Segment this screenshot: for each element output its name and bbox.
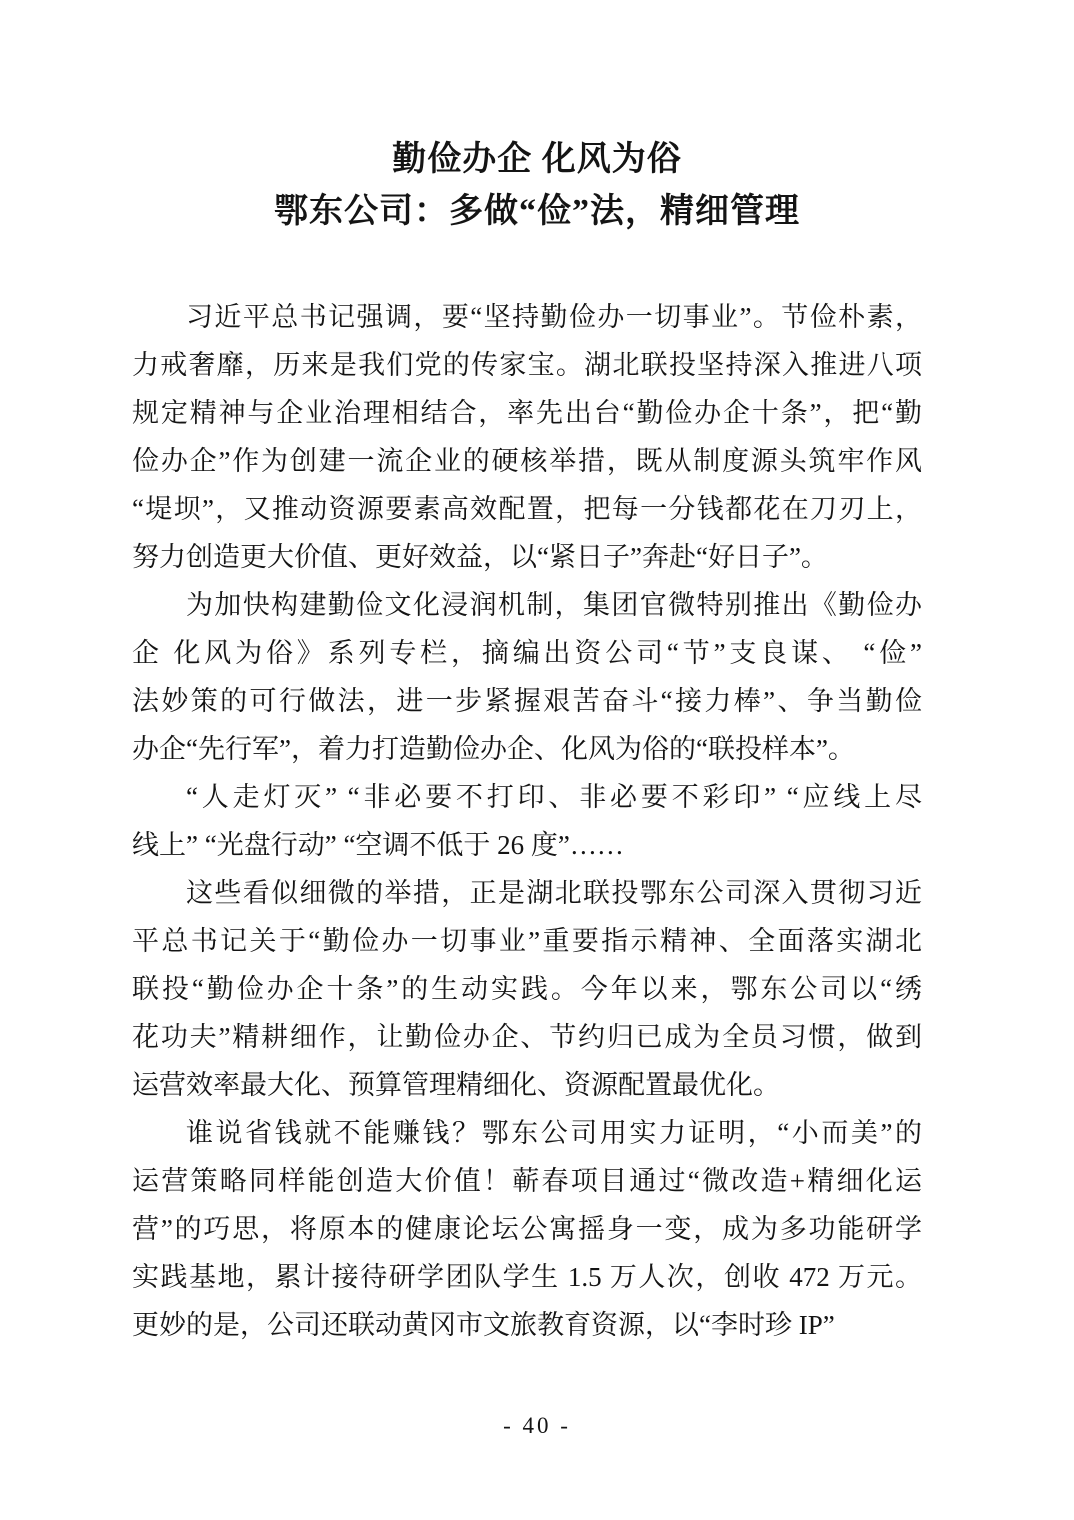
paragraph-1 <box>132 293 922 581</box>
paragraph-4 <box>132 869 922 1109</box>
page-title-line1: 勤俭办企 化风为俗 <box>392 141 682 178</box>
document-body <box>132 293 922 1349</box>
body-text-line: 力戒奢靡，历来是我们党的传家宝。湖北联投坚持深入推进八项 <box>132 350 922 380</box>
body-text-line: 实践基地，累计接待研学团队学生 1.5 万人次，创收 472 万元。 <box>132 1262 922 1292</box>
body-text-line: 谁说省钱就不能赚钱？鄂东公司用实力证明，“小而美”的 <box>186 1118 922 1148</box>
body-text-line: 规定精神与企业治理相结合，率先出台“勤俭办企十条”，把“勤 <box>132 398 922 428</box>
body-text-line: 营”的巧思，将原本的健康论坛公寓摇身一变，成为多功能研学 <box>132 1214 922 1244</box>
body-text-line: 花功夫”精耕细作，让勤俭办企、节约归已成为全员习惯，做到 <box>132 1022 922 1052</box>
body-text-line: 运营效率最大化、预算管理精细化、资源配置最优化。 <box>132 1070 780 1100</box>
page-title-line2: 鄂东公司：多做“俭”法，精细管理 <box>274 193 800 230</box>
body-text-line: 俭办企”作为创建一流企业的硬核举措，既从制度源头筑牢作风 <box>132 446 922 476</box>
body-text-line: 法妙策的可行做法，进一步紧握艰苦奋斗“接力棒”、争当勤俭 <box>132 686 922 716</box>
body-text-line: 企 化风为俗》系列专栏，摘编出资公司“节”支良谋、 “俭” <box>132 638 922 668</box>
body-text-line: 办企“先行军”，着力打造勤俭办企、化风为俗的“联投样本”。 <box>132 734 855 764</box>
body-text-line: 运营策略同样能创造大价值！蕲春项目通过“微改造+精细化运 <box>132 1166 922 1196</box>
body-text-line: 这些看似细微的举措，正是湖北联投鄂东公司深入贯彻习近 <box>186 878 922 908</box>
body-text-line: 平总书记关于“勤俭办一切事业”重要指示精神、全面落实湖北 <box>132 926 922 956</box>
body-text-line: “人走灯灭” “非必要不打印、非必要不彩印” “应线上尽 <box>186 782 922 812</box>
paragraph-3 <box>132 773 922 869</box>
paragraph-2 <box>132 581 922 773</box>
body-text-line: 线上” “光盘行动” “空调不低于 26 度”…… <box>132 830 624 860</box>
body-text-line: 习近平总书记强调，要“坚持勤俭办一切事业”。节俭朴素， <box>186 302 922 332</box>
body-text-line: 更妙的是，公司还联动黄冈市文旅教育资源，以“李时珍 IP” <box>132 1310 835 1340</box>
paragraph-5 <box>132 1109 922 1349</box>
body-text-line: 联投“勤俭办企十条”的生动实践。今年以来，鄂东公司以“绣 <box>132 974 922 1004</box>
body-text-line: “堤坝”，又推动资源要素高效配置，把每一分钱都花在刀刃上， <box>132 494 922 524</box>
body-text-line: 努力创造更大价值、更好效益，以“紧日子”奔赴“好日子”。 <box>132 542 828 572</box>
body-text-line: 为加快构建勤俭文化浸润机制，集团官微特别推出《勤俭办 <box>186 590 922 620</box>
page-number: - 40 - <box>503 1413 571 1438</box>
